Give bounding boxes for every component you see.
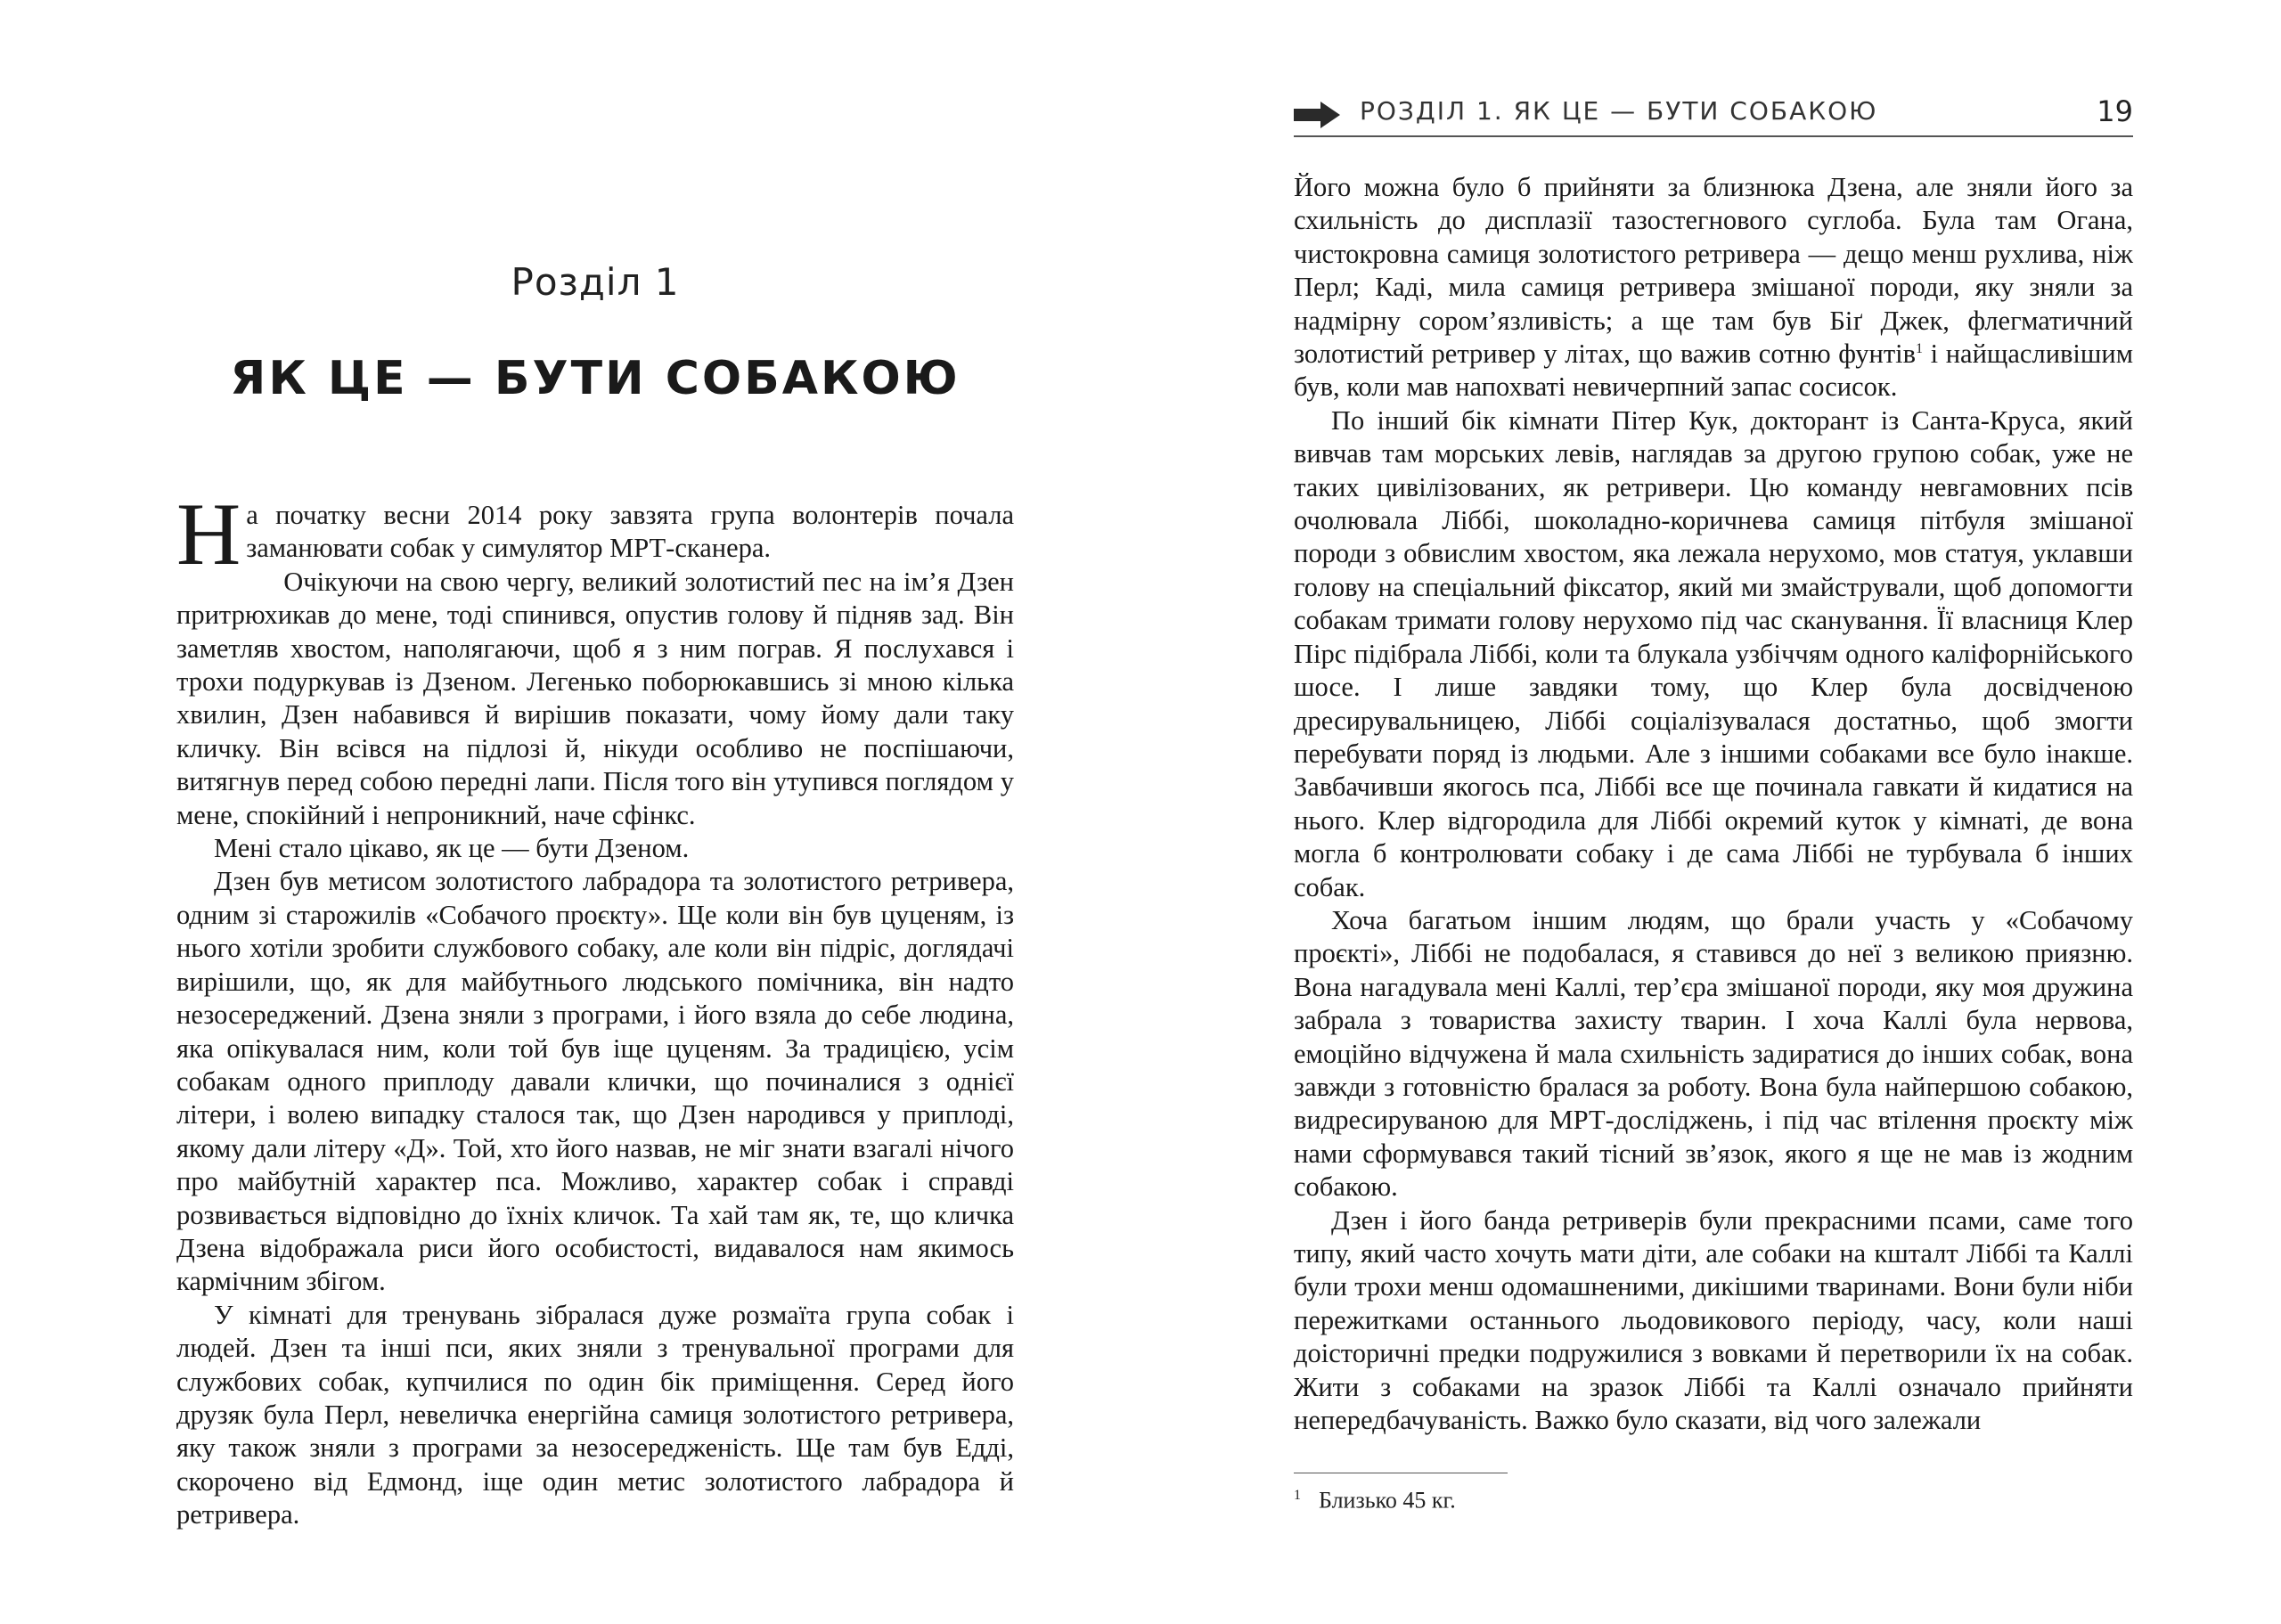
paragraph: Хоча багатьом іншим людям, що брали участь у «Собачому проєкті», Ліббі не подобалася, я ставився до неї з великою приязню. Вона нагадувала мені Каллі, тер’єра змішаної породи, яку моя дружина забрала з товариства захисту тварин. І хоча Каллі була нервова, емоційно відчужена й мала схильність задиратися до інших собак, вона завжди з готовністю бралася за роботу. Вона була найпершою собакою, видресируваною для МРТ-досліджень, і під час втілення проєкту між нами сформувався такий тісний зв’язок, якого я ще не мав із жодним собакою. [1294,904,2133,1203]
paragraph: На початку весни 2014 року завзята група волонтерів почала заманювати собак у симулятор МРТ-сканера. [176,485,1014,583]
paragraph: Мені стало цікаво, як це — бути Дзеном. [214,833,690,864]
left-body-text [176,485,1014,1532]
paragraph: Дзен і його банда ретриверів були прекрасними псами, саме того типу, який часто хочуть мати діти, але собаки на кшталт Ліббі та Каллі були трохи менш одомашненими, дикішими тваринами. Вони були ніби пережитками останнього льодовикового періоду, часу, коли наші доісторичні предки подружилися з вовками й перетворили їх на собак. Жити з собаками на зразок Ліббі та Каллі означало прийняти непередбачуваність. Важко було сказати, від чого залежали [1294,1204,2133,1436]
paragraph: Дзен був метисом золотистого лабрадора та золотистого ретривера, одним зі старожилів «Собачого проєкту». Ще коли він був цуценям, із нього хотіли зробити службового собаку, але коли він підріс, доглядачі вирішили, що, як для майбутнього людського помічника, він надто незосереджений. Дзена зняли з програми, і його взяла до себе людина, яка опікувалася ним, коли той був іще цуценям. За традицією, усім собакам одного приплоду давали клички, що починалися з однієї літери, і волею випадку сталося так, що Дзен народився у приплоді, якому дали літеру «Д». Той, хто його назвав, не міг знати взагалі нічого про майбутній характер пса. Можливо, характер собак і справді розвивається відповідно до їхніх кличок. Та хай там як, те, що кличка Дзена відображала риси його особистості, видавалося нам якимось кармічним збігом. [176,866,1014,1297]
paragraph: По інший бік кімнати Пітер Кук, докторант із Санта-Круса, який вивчав там морських левів, наглядав за другою групою собак, уже не таких цивілізованих, як ретривери. Цю команду невгамовних псів очолювала Ліббі, шоколадно-коричнева самиця пітбуля змішаної породи з обвислим хвостом, яка лежала нерухомо, мов статуя, уклавши голову на спеціальний фіксатор, який ми змайстрували, щоб допомогти собакам тримати голову нерухомо під час сканування. Її власниця Клер Пірс підібрала Ліббі, коли та блукала узбіччям одного каліфорнійського шосе. І лише завдяки тому, що Клер була досвідченою дресирувальницею, Ліббі соціалізувалася достатньо, щоб змогти перебувати поряд із людьми. Але з іншими собаками все було інакше. Завбачивши якогось пса, Ліббі все ще починала гавкати й кидатися на нього. Клер відгородила для Ліббі окремий куток у кімнаті, де вона могла б контролювати собаку і де сама Ліббі не турбувала б інших собак. [1294,404,2133,902]
footnote-reference[interactable]: 1 [1916,340,1924,356]
running-header-title: РОЗДІЛ 1. ЯК ЦЕ — БУТИ СОБАКОЮ [1360,96,1878,126]
paragraph: Його можна було б прийняти за близнюка Дзена, але зняли його за схильність до дисплазії тазостегнового суглоба. Була там Огана, чистокровна самиця золотистого ретривера — дещо менш рухлива, ніж Перл; Каді, мила самиця ретривера змішаної породи, яку зняли за надмірну сором’язливість; а ще там був Біґ Джек, флегматичний золотистий ретривер у літах, що важив сотню фунтів$^1$ і найщасливішим був, коли мав напохваті невичерпний запас сосисок. [1294,172,2133,403]
footnote-text: Близько 45 кг. [1319,1487,1456,1514]
drop-cap: Н [176,485,241,583]
footnote [1294,1481,1456,1515]
chapter-label: Розділ 1 [511,260,680,304]
right-page [1294,0,2133,1624]
left-page [176,0,1014,1624]
chapter-title: ЯК ЦЕ — БУТИ СОБАКОЮ [230,352,961,405]
paragraph: У кімнаті для тренувань зібралася дуже розмаїта група собак і людей. Дзен та інші пси, яких зняли з тренувальної програми для службових собак, купчилися по один бік приміщення. Серед його друзяк була Перл, невеличка енергійна самиця золотистого ретривера, яку також зняли з програми за незосередженість. Ще там був Едді, скорочено від Едмонд, іще один метис золотистого лабрадора й ретривера. [176,1299,1014,1530]
running-header [1294,93,2133,137]
arrow-right-icon [1294,102,1340,128]
right-body-text [1294,171,2133,1437]
footnote-marker: 1 [1294,1488,1301,1503]
page-number: 19 [2097,94,2133,128]
paragraph: Очікуючи на свою чергу, великий золотистий пес на ім’я Дзен притрюхикав до мене, тоді спинився, опустив голову й підняв зад. Він заметляв хвостом, наполягаючи, щоб я з ним пограв. Я послухався і трохи подуркував із Дзеном. Легенько поборюкавшись зі мною кілька хвилин, Дзен набавився й вирішив показати, чому йому дали таку кличку. Він всівся на підлозі й, нікуди особливо не поспішаючи, витягнув перед собою передні лапи. Після того він утупився поглядом у мене, спокійний і непроникний, наче сфінкс. [176,566,1014,830]
